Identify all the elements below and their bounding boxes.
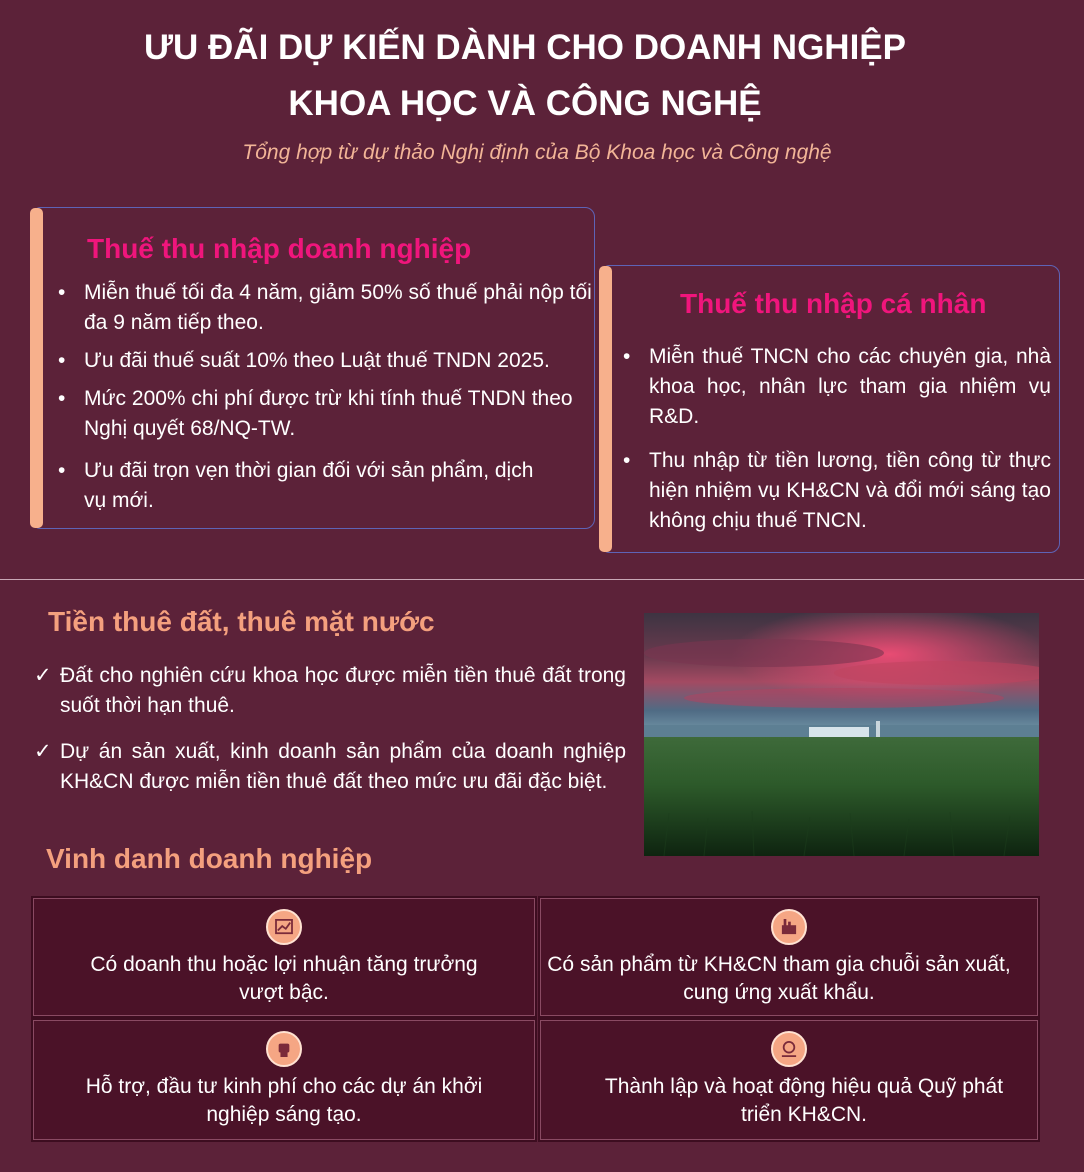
honor-tile-startup [33, 1020, 535, 1140]
growth-chart-icon [266, 909, 302, 945]
land-item: ✓ Dự án sản xuất, kinh doanh sản phẩm của doanh nghiệp KH&CN được miễn tiền thuê đất theo mức ưu đãi đặc biệt. [34, 737, 626, 797]
land-list [34, 661, 626, 813]
pit-item: • Miễn thuế TNCN cho các chuyên gia, nhà khoa học, nhân lực tham gia nhiệm vụ R&D. [623, 342, 1051, 432]
honor-tile-fund [540, 1020, 1038, 1140]
check-icon: ✓ [34, 740, 52, 763]
honor-text: Có sản phẩm từ KH&CN tham gia chuỗi sản xuất, cung ứng xuất khẩu. [547, 953, 1011, 1004]
page-title-line-2: KHOA HỌC VÀ CÔNG NGHỆ [288, 84, 762, 123]
cit-list [58, 278, 598, 516]
land-heading: Tiền thuê đất, thuê mặt nước [48, 606, 435, 637]
factory-icon [771, 909, 807, 945]
honor-tile-growth [33, 898, 535, 1016]
investment-fund-icon [771, 1031, 807, 1067]
pit-list [623, 342, 1051, 536]
page-subtitle: Tổng hợp từ dự thảo Nghị định của Bộ Khoa học và Công nghệ [242, 141, 832, 164]
fist-icon [266, 1031, 302, 1067]
honor-text: Thành lập và hoạt động hiệu quả Quỹ phát triển KH&CN. [604, 1075, 1004, 1126]
honor-text: Có doanh thu hoặc lợi nhuận tăng trưởng vượt bậc. [90, 953, 478, 1004]
pit-heading: Thuế thu nhập cá nhân [680, 288, 987, 319]
pit-item: • Thu nhập từ tiền lương, tiền công từ thực hiện nhiệm vụ KH&CN và đổi mới sáng tạo không chịu thuế TNCN. [623, 446, 1051, 536]
cit-accent-bar [30, 208, 43, 528]
cit-item: • Ưu đãi trọn vẹn thời gian đối với sản phẩm, dịch vụ mới. [58, 456, 598, 516]
page-title-line-1: ƯU ĐÃI DỰ KIẾN DÀNH CHO DOANH NGHIỆP [144, 28, 906, 67]
honor-heading: Vinh danh doanh nghiệp [46, 843, 373, 874]
cit-item: • Mức 200% chi phí được trừ khi tính thuế TNDN theo Nghị quyết 68/NQ-TW. [58, 384, 598, 444]
section-divider [0, 579, 1084, 580]
cit-card [31, 207, 595, 529]
field-sunset-photo [644, 613, 1039, 856]
honor-text: Hỗ trợ, đầu tư kinh phí cho các dự án khởi nghiệp sáng tạo. [85, 1075, 483, 1126]
land-item: ✓ Đất cho nghiên cứu khoa học được miễn tiền thuê đất trong suốt thời hạn thuê. [34, 661, 626, 721]
cit-heading: Thuế thu nhập doanh nghiệp [87, 233, 472, 264]
cit-item: • Ưu đãi thuế suất 10% theo Luật thuế TNDN 2025. [58, 346, 598, 376]
pit-accent-bar [599, 266, 612, 552]
cit-item: • Miễn thuế tối đa 4 năm, giảm 50% số thuế phải nộp tối đa 9 năm tiếp theo. [58, 278, 598, 338]
honor-tile-export [540, 898, 1038, 1016]
pit-card [600, 265, 1060, 553]
check-icon: ✓ [34, 664, 52, 687]
